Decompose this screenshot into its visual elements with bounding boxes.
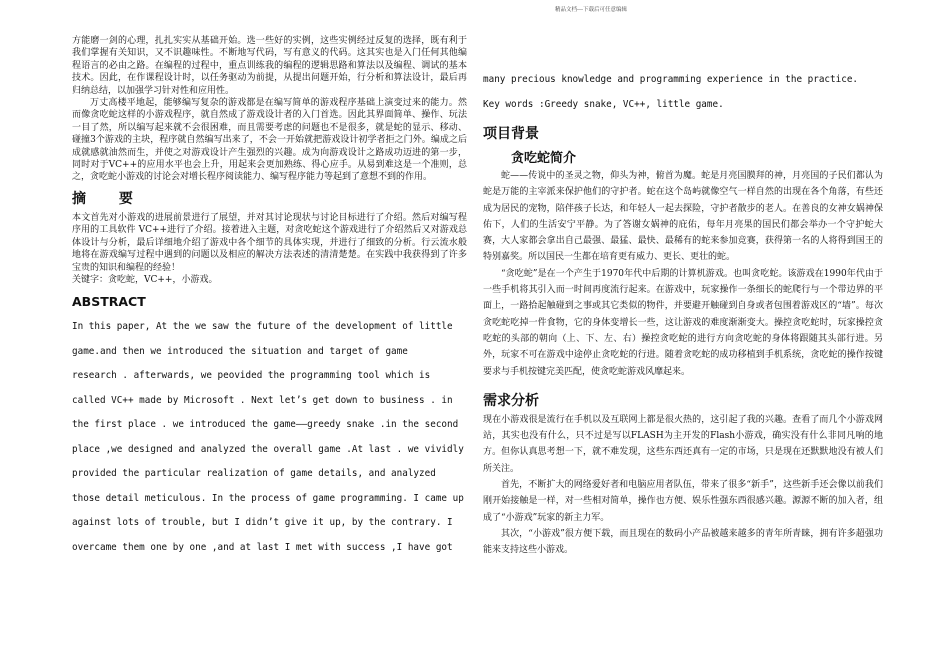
background-paragraph-1: 蛇——传说中的圣灵之物，仰头为神，俯首为魔。蛇是月亮国膜拜的神，月亮国的子民们都认为蛇是万能的主宰派来保护他们的守护者。蛇在这个岛屿就像空气一样自然的出现在各个角落，有些还成为居民的宠物，陪伴孩子长达，和年轻人一起去探险，守护者散步的老人。在善良的女神女娲神保佑下，人们的生活安宁平静。为了答谢女娲神的庇佑，每年月亮果的国民们都会举办一个守护蛇大赛，大人家都会拿出自己最强、最猛、最快、最稀有的蛇来参加竞赛，获得第一名的人将得到国王的特别嘉奖。所以国民一生都在培育更有威力、更长、更壮的蛇。 — [483, 171, 883, 263]
abstract-en-continuation: many precious knowledge and programming experience in the practice. — [483, 74, 859, 85]
abstract-en-line: the first place . we introduced the game——greedy snake .in the second — [72, 419, 459, 431]
page-header-note: 精品文档---下载后可任意编辑 — [555, 7, 627, 13]
abstract-en-line: those detail meticulous. In the process of game programming. I came up — [72, 492, 464, 504]
background-paragraph-2: “贪吃蛇”是在一个产生于1970年代中后期的计算机游戏。也叫贪吃蛇。该游戏在1990年代由于一些手机将其引入而一时间再度流行起来。在游戏中，玩家操作一条细长的蛇爬行与一个带边界的平面上，一路拾起触碰到之事或其它类似的物件，并要避开触碰到自身或者包围着游戏区的“墙”。每次贪吃蛇吃掉一件食物，它的身体变增长一些，这让游戏的难度渐渐变大。操控贪吃蛇时，玩家操控贪吃蛇的头部的朝向（上、下、左、右）操控贪吃蛇的进行方向贪吃蛇的身体将跟随其头部行进。另外，玩家不可在游戏中途停止贪吃蛇的行进。随着贪吃蛇的成功移植到手机系统，贪吃蛇的操作按键要求与手机按键完美匹配，使贪吃蛇游戏风靡起来。 — [483, 268, 883, 377]
abstract-en-heading: ABSTRACT — [72, 294, 146, 310]
requirements-paragraph-3: 其次，“小游戏”很方便下载，而且现在的数码小产品被越来越多的青年所青睐，拥有许多超强功能来支持这些小游戏。 — [483, 528, 883, 556]
abstract-en-line: called VC++ made by Microsoft . Next let’s get down to business . in — [72, 394, 453, 406]
requirements-paragraph-2: 首先，不断扩大的网络爱好者和电脑应用者队伍，带来了很多“新手”，这些新手还会像以前我们刚开始接触是一样，对一些相对简单，操作也方便、娱乐性强东西很感兴趣。源源不断的加入者，组成了“小游戏”玩家的新主力军。 — [483, 480, 883, 523]
abstract-heading: 摘 要 — [72, 190, 147, 207]
abstract-en-line: game.and then we introduced the situation and target of game — [72, 345, 408, 357]
intro-paragraph-2: 万丈高楼平地起，能够编写复杂的游戏都是在编写简单的游戏程序基础上演变过来的能力。然而像贪吃蛇这样的小游戏程序，就自然成了游戏设计者的入门首选。因此其界面简单、操作、玩法一目了然，所以编写起来就不会很困难，而且需要考虑的问题也不是很多，就是蛇的显示、移动、碰撞3个游戏的主块，程序就自然编写出来了，不会一开始就把游戏设计初学者拒之门外。编成之后成就感就油然而生，并使之对游戏设计产生强烈的兴趣。成为向游戏设计之路成功迈进的第一步，同时对于VC++的应用水平也会上升，用起来会更加熟练、得心应手。从易到难这是一个准则，总之，贪吃蛇小游戏的讨论会对增长程序阅读能力、编写程序能力等起到了意想不到的作用。 — [72, 98, 467, 183]
requirements-paragraph-1: 现在小游戏很是流行在手机以及互联网上都是很火热的，这引起了我的兴趣。查看了而几个小游戏网站，其实也没有什么，只不过是写以FLASH为主开发的Flash小游戏，确实没有什么非同凡响的地方。但你认真思考想一下，就不难发现，这些东西还真有一定的市场，只是现在还默默地没有被人们所关注。 — [483, 414, 883, 474]
subsection-title-snake-intro: 贪吃蛇简介 — [511, 151, 577, 166]
abstract-en-line: In this paper, At the we saw the future of the development of little — [72, 321, 453, 333]
abstract-en-line: research . afterwards, we peovided the programming tool which is — [72, 370, 431, 382]
abstract-en-line: provided the particular realization of game details, and analyzed — [72, 468, 436, 480]
left-column — [72, 35, 467, 560]
section-title-requirements: 需求分析 — [483, 392, 539, 409]
keywords-en: Key words :Greedy snake, VC++, little game. — [483, 98, 724, 110]
right-column — [483, 68, 883, 559]
intro-paragraph-1: 方能磨一剑的心理，扎扎实实从基础开始。选一些好的实例，这些实例经过反复的选择，既有利于我们掌握有关知识，又不识趣味性。不断地写代码，写有意义的代码。这其实也是入门任何其他编程语言的必由之路。在编程的过程中，重点训练我的编程的逻辑思路和算法以及编程、调试的基本技术。因此，在作课程设计时，以任务驱动为前提，从提出问题开始，行分析和算法设计，最后再归纳总结，以加强学习针对性和应用性。 — [72, 36, 467, 96]
section-title-background: 项目背景 — [483, 126, 539, 142]
abstract-en-line: overcame them one by one ,and at last I met with success ,I have got — [72, 541, 453, 553]
abstract-en-body — [72, 315, 467, 560]
abstract-en-line: against lots of trouble, but I didn’t give it up, by the contrary. I — [72, 517, 453, 529]
abstract-en-line: place ,we designed and analyzed the overall game .At last . we vividly — [72, 443, 464, 455]
keywords-cn: 关键字：贪吃蛇，VC++，小游戏。 — [72, 274, 218, 285]
abstract-paragraph: 本文首先对小游戏的进展前景进行了展望，并对其讨论现状与讨论目标进行了介绍。然后对编写程序用的工具软件 VC++进行了介绍。接着进入主题，对贪吃蛇这个游戏进行了介绍然后又对游戏总体设计与分析，最后详细地介绍了游戏中各个细节的具体实现，并进行了细致的分析。行云流水般地将在游戏编写过程中遇到的问题以及相应的解决方法表述的清清楚楚。在实践中我获得到了许多宝贵的知识和编程的经验！ — [72, 212, 467, 273]
